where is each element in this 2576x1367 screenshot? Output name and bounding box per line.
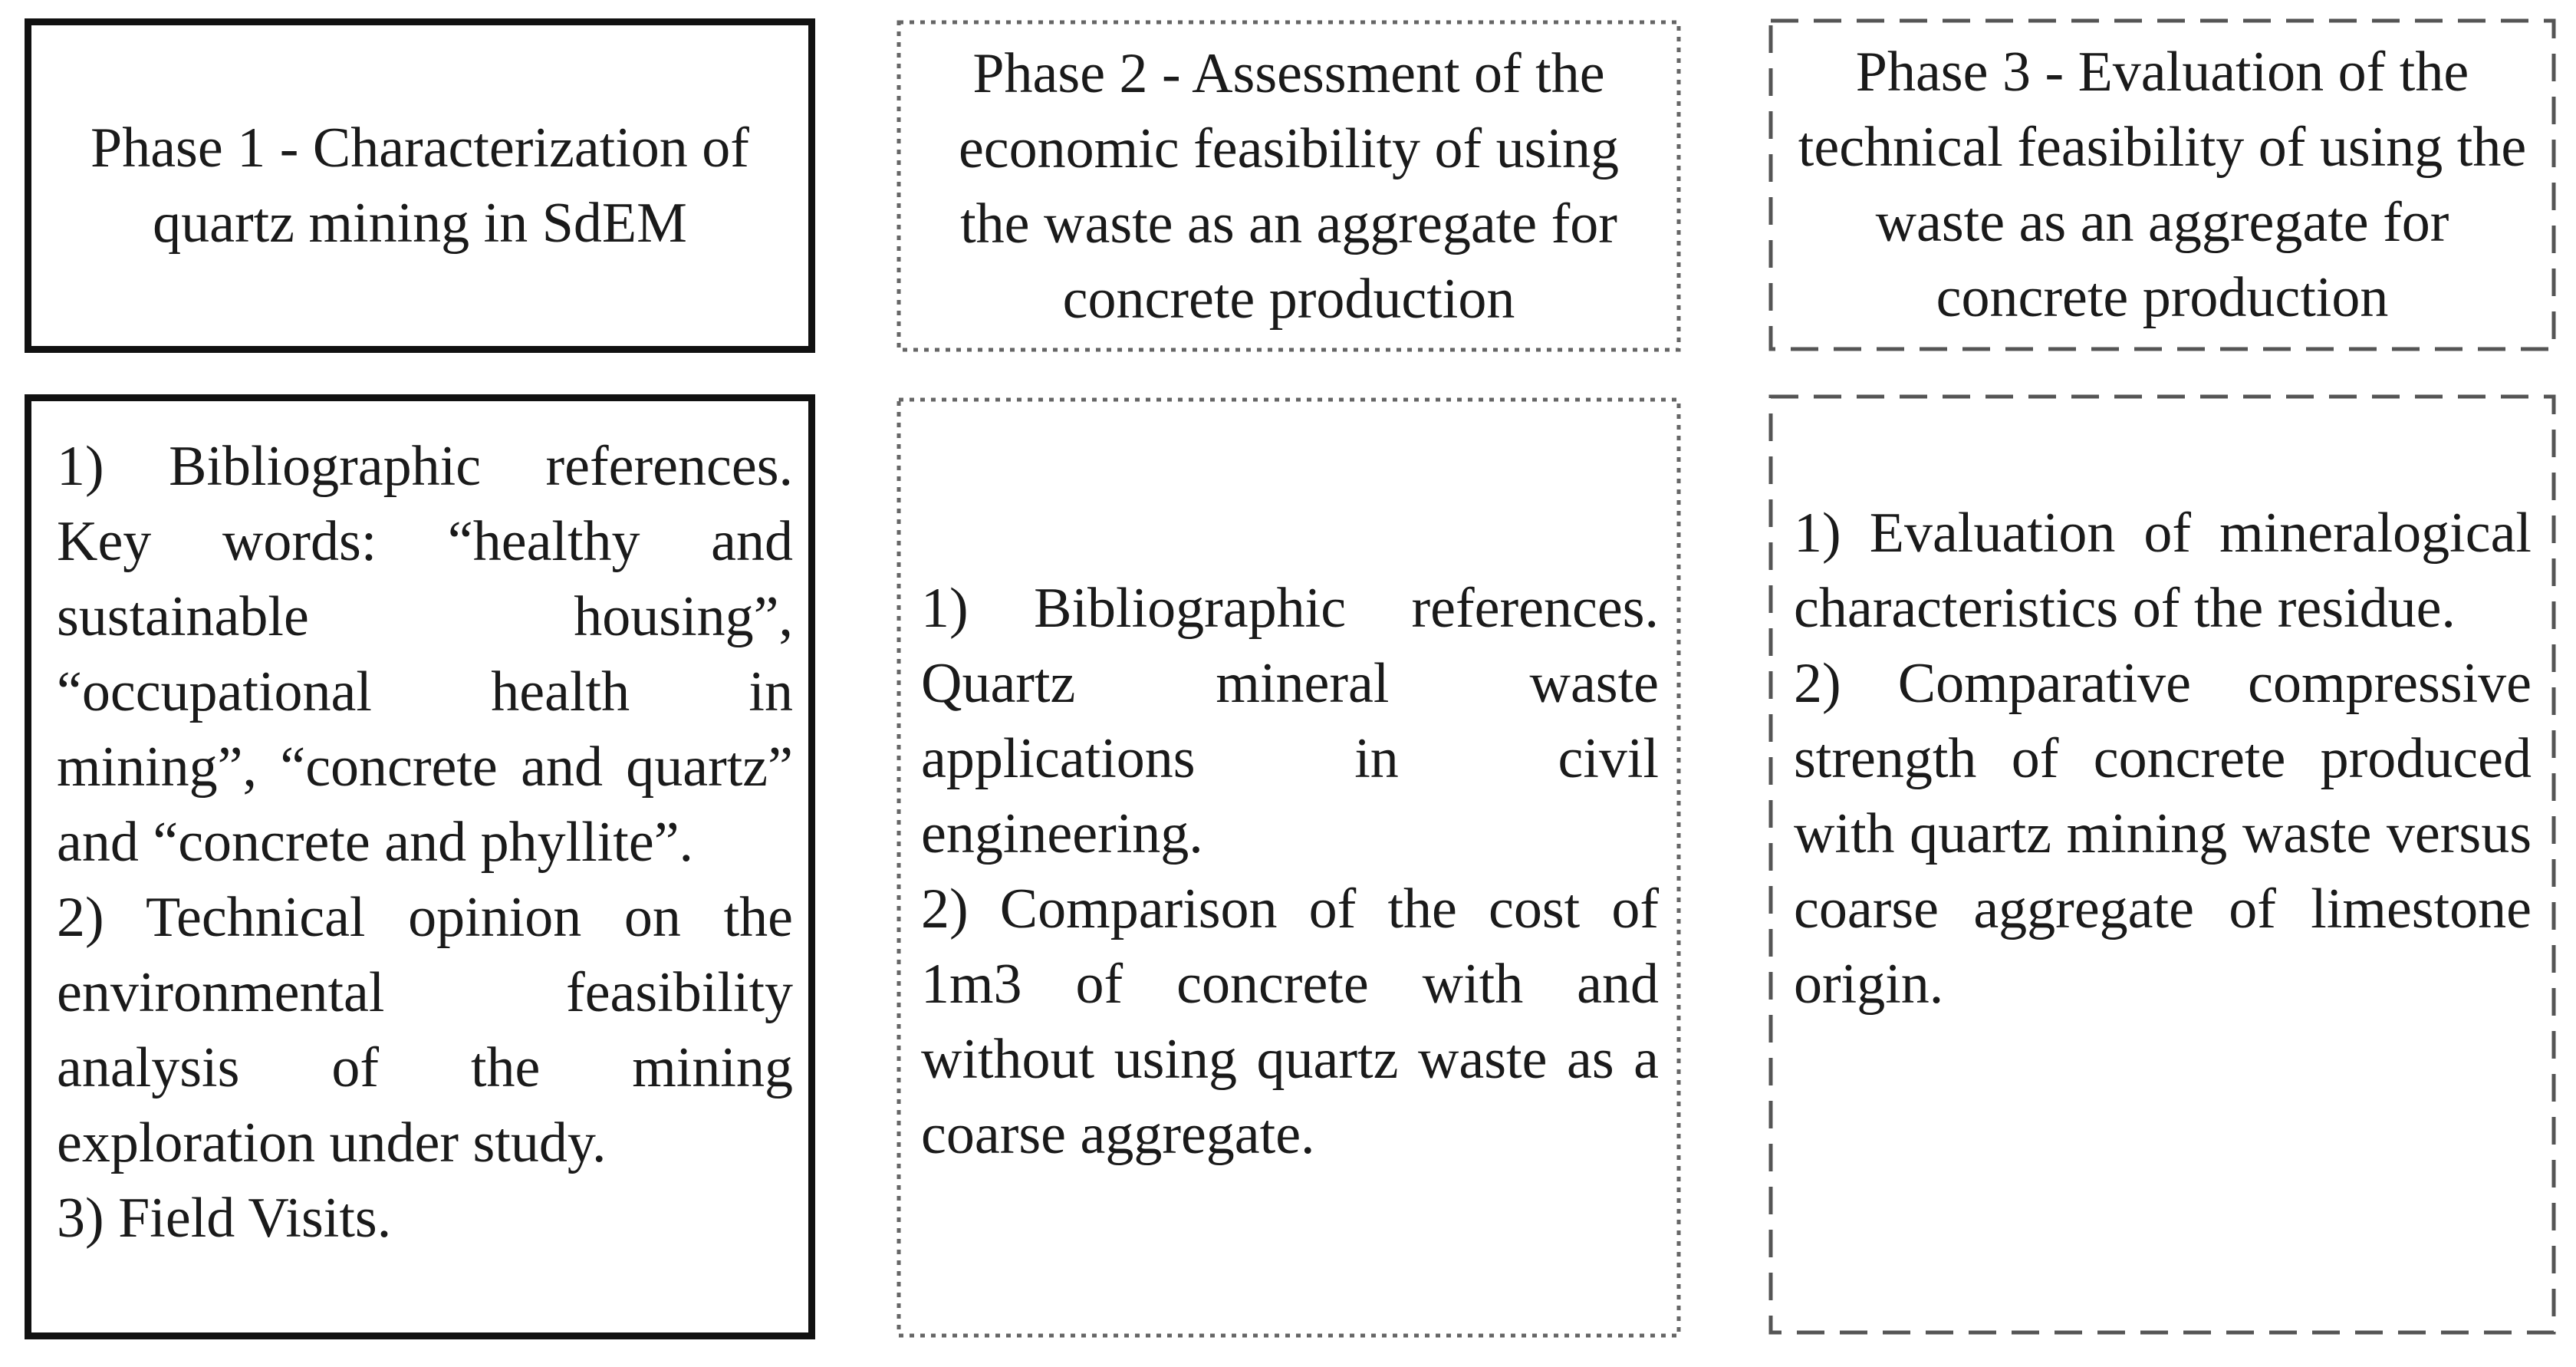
phase-3-steps-box [1768,394,2556,1335]
phase-2-steps [921,571,1659,1172]
phase-1-step-1: 1) Bibliographic references. Key words: “healthy and sustainable housing”, “occupational health in mining”, “concrete and quartz” and “concrete and phyllite”. [57,435,793,874]
phase-1-step-3: 3) Field Visits. [57,1187,392,1250]
phase-1-step-2: 2) Technical opinion on the environmental feasibility analysis of the mining exploration under study. [57,886,793,1174]
phase-1-steps [57,429,793,1256]
phase-2-header-box [897,20,1681,352]
phase-1-header-box [25,18,815,353]
phase-3-header-box [1768,18,2556,351]
phase-2-title: Phase 2 - Assessment of the economic feasibility of using the waste as an aggregate for concrete production [958,41,1620,331]
phase-3-title: Phase 3 - Evaluation of the technical feasibility of using the waste as an aggregate for concrete production [1798,41,2527,329]
phase-1-title: Phase 1 - Characterization of quartz mining in SdEM [90,117,749,255]
phase-3-steps [1794,496,2532,1022]
phase-1-steps-box [25,394,815,1339]
phase-2-steps-box [897,397,1681,1338]
phase-2-step-2: 2) Comparison of the cost of 1m3 of concrete with and without using quartz waste as a coarse aggregate. [921,878,1659,1166]
phase-3-step-1: 1) Evaluation of mineralogical characteristics of the residue. [1794,502,2532,640]
phase-3-step-2: 2) Comparative compressive strength of concrete produced with quartz mining waste versus coarse aggregate of limestone origin. [1794,652,2532,1016]
phase-2-step-1: 1) Bibliographic references. Quartz mineral waste applications in civil engineering. [921,577,1659,865]
